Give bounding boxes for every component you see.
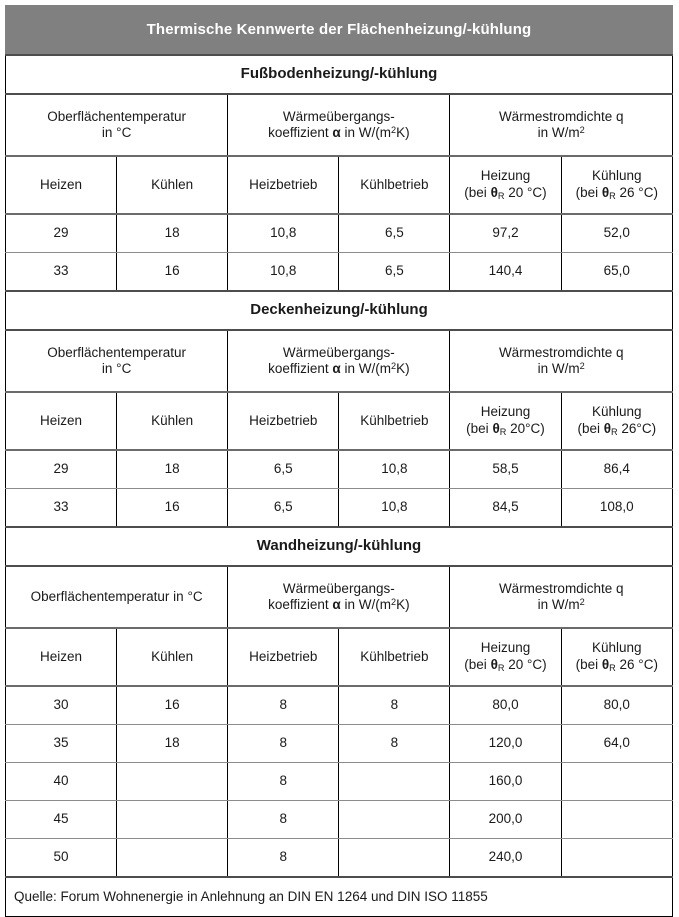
section-title: Deckenheizung/-kühlung <box>6 291 673 330</box>
cell-kuehlung <box>561 839 672 878</box>
page-title: Thermische Kennwerte der Flächenheizung/-kühlung <box>6 6 673 56</box>
cell-kuehlen: 16 <box>117 253 228 292</box>
group-header-surface-temperature: Oberflächentemperatur in °C <box>6 566 228 628</box>
table-row <box>6 686 673 725</box>
sub-header-kuehlen: Kühlen <box>117 156 228 214</box>
cell-heizen: 50 <box>6 839 117 878</box>
cell-heizung: 200,0 <box>450 801 561 839</box>
sub-header-heizen: Heizen <box>6 392 117 450</box>
cell-kuehlbetrieb <box>339 763 450 801</box>
section-title: Wandheizung/-kühlung <box>6 527 673 566</box>
section-title-row-deckenheizung <box>6 291 673 330</box>
section-title-row-wandheizung <box>6 527 673 566</box>
table-row <box>6 450 673 489</box>
sub-header-kuehlung: Kühlung (bei $\theta_R$ 26 °C) <box>561 156 672 214</box>
sub-header-kuehlen: Kühlen <box>117 628 228 686</box>
table-body <box>6 6 673 917</box>
table-row <box>6 839 673 878</box>
cell-kuehlung <box>561 763 672 801</box>
cell-heizbetrieb: 6,5 <box>228 450 339 489</box>
sub-header-kuehlung: Kühlung (bei $\theta_R$ 26°C) <box>561 392 672 450</box>
cell-kuehlen: 18 <box>117 214 228 253</box>
sub-header-heizung: Heizung (bei $\theta_R$ 20°C) <box>450 392 561 450</box>
cell-kuehlbetrieb: 6,5 <box>339 214 450 253</box>
cell-kuehlbetrieb <box>339 839 450 878</box>
cell-kuehlen <box>117 801 228 839</box>
sub-header-heizen: Heizen <box>6 156 117 214</box>
cell-heizung: 58,5 <box>450 450 561 489</box>
table-row <box>6 801 673 839</box>
group-header-heat-transfer-coefficient: Wärmeübergangs- koeffizient α in $W/(m^2K)$ <box>228 566 450 628</box>
table-row <box>6 725 673 763</box>
cell-heizung: 80,0 <box>450 686 561 725</box>
table-row <box>6 214 673 253</box>
cell-heizung: 240,0 <box>450 839 561 878</box>
cell-kuehlen: 18 <box>117 725 228 763</box>
group-header-row-fussbodenheizung <box>6 94 673 156</box>
cell-kuehlung: 52,0 <box>561 214 672 253</box>
cell-kuehlung: 80,0 <box>561 686 672 725</box>
sub-header-heizung: Heizung (bei $\theta_R$ 20 °C) <box>450 156 561 214</box>
cell-heizen: 33 <box>6 253 117 292</box>
sub-header-kuehlbetrieb: Kühlbetrieb <box>339 392 450 450</box>
cell-kuehlung: 86,4 <box>561 450 672 489</box>
group-header-heat-flux-density: Wärmestromdichte q in $W/m^2$ <box>450 330 673 392</box>
cell-kuehlen <box>117 839 228 878</box>
cell-heizen: 29 <box>6 450 117 489</box>
group-header-surface-temperature: Oberflächentemperatur in °C <box>6 330 228 392</box>
cell-kuehlung: 65,0 <box>561 253 672 292</box>
cell-heizung: 84,5 <box>450 489 561 528</box>
sub-header-kuehlbetrieb: Kühlbetrieb <box>339 628 450 686</box>
cell-kuehlen: 18 <box>117 450 228 489</box>
source-note: Quelle: Forum Wohnenergie in Anlehnung an DIN EN 1264 und DIN ISO 11855 <box>6 877 673 917</box>
table-row <box>6 489 673 528</box>
cell-heizbetrieb: 8 <box>228 839 339 878</box>
cell-kuehlen: 16 <box>117 489 228 528</box>
thermal-values-table <box>5 5 673 917</box>
cell-heizen: 30 <box>6 686 117 725</box>
section-title-row-fussbodenheizung <box>6 55 673 94</box>
table-row <box>6 253 673 292</box>
sub-header-row-deckenheizung <box>6 392 673 450</box>
cell-heizbetrieb: 8 <box>228 801 339 839</box>
sub-header-heizen: Heizen <box>6 628 117 686</box>
cell-kuehlung: 64,0 <box>561 725 672 763</box>
cell-heizbetrieb: 8 <box>228 725 339 763</box>
sub-header-kuehlbetrieb: Kühlbetrieb <box>339 156 450 214</box>
group-header-heat-transfer-coefficient: Wärmeübergangs- koeffizient α in $W/(m^2K)$ <box>228 330 450 392</box>
sub-header-heizung: Heizung (bei $\theta_R$ 20 °C) <box>450 628 561 686</box>
cell-kuehlbetrieb <box>339 801 450 839</box>
source-row <box>6 877 673 917</box>
cell-heizung: 120,0 <box>450 725 561 763</box>
sub-header-heizbetrieb: Heizbetrieb <box>228 156 339 214</box>
cell-kuehlung <box>561 801 672 839</box>
cell-kuehlbetrieb: 10,8 <box>339 489 450 528</box>
cell-heizbetrieb: 8 <box>228 686 339 725</box>
group-header-heat-flux-density: Wärmestromdichte q in $W/m^2$ <box>450 94 673 156</box>
cell-kuehlen <box>117 763 228 801</box>
cell-heizung: 160,0 <box>450 763 561 801</box>
cell-heizen: 35 <box>6 725 117 763</box>
cell-kuehlen: 16 <box>117 686 228 725</box>
group-header-row-deckenheizung <box>6 330 673 392</box>
section-title: Fußbodenheizung/-kühlung <box>6 55 673 94</box>
cell-kuehlbetrieb: 8 <box>339 686 450 725</box>
cell-kuehlbetrieb: 6,5 <box>339 253 450 292</box>
sub-header-row-wandheizung <box>6 628 673 686</box>
group-header-row-wandheizung <box>6 566 673 628</box>
sub-header-kuehlung: Kühlung (bei $\theta_R$ 26 °C) <box>561 628 672 686</box>
sub-header-heizbetrieb: Heizbetrieb <box>228 392 339 450</box>
cell-heizbetrieb: 6,5 <box>228 489 339 528</box>
cell-heizung: 140,4 <box>450 253 561 292</box>
cell-heizbetrieb: 10,8 <box>228 214 339 253</box>
cell-heizen: 45 <box>6 801 117 839</box>
sub-header-row-fussbodenheizung <box>6 156 673 214</box>
table-row <box>6 763 673 801</box>
sub-header-kuehlen: Kühlen <box>117 392 228 450</box>
group-header-heat-transfer-coefficient: Wärmeübergangs- koeffizient α in $W/(m^2K)$ <box>228 94 450 156</box>
cell-kuehlung: 108,0 <box>561 489 672 528</box>
table-title-row <box>6 6 673 56</box>
cell-heizen: 29 <box>6 214 117 253</box>
cell-heizbetrieb: 8 <box>228 763 339 801</box>
sub-header-heizbetrieb: Heizbetrieb <box>228 628 339 686</box>
cell-heizen: 40 <box>6 763 117 801</box>
cell-heizbetrieb: 10,8 <box>228 253 339 292</box>
cell-heizung: 97,2 <box>450 214 561 253</box>
cell-heizen: 33 <box>6 489 117 528</box>
cell-kuehlbetrieb: 10,8 <box>339 450 450 489</box>
group-header-surface-temperature: Oberflächentemperatur in °C <box>6 94 228 156</box>
cell-kuehlbetrieb: 8 <box>339 725 450 763</box>
group-header-heat-flux-density: Wärmestromdichte q in $W/m^2$ <box>450 566 673 628</box>
